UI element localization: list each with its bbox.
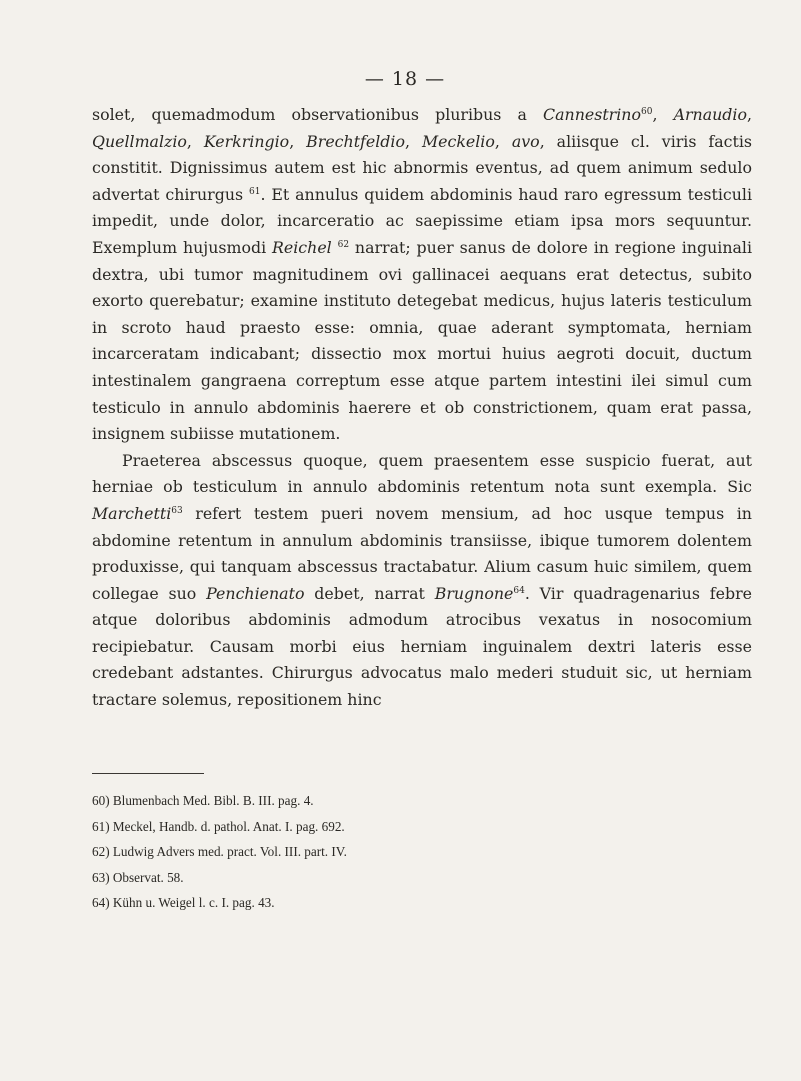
cited-author-name: Kerkringio — [203, 131, 290, 151]
text-run: . Et annulus quidem abdominis haud raro egressum testiculi impedit, unde dolor, incarceratio ac saepissime etiam ipsa mors sequuntur. Exemplum hujusmodi — [92, 184, 752, 257]
footnote-62: 62) Ludwig Advers med. pract. Vol. III. part. IV. — [92, 844, 347, 859]
text-run: debet, narrat — [304, 583, 435, 603]
footnote-64: 64) Kühn u. Weigel l. c. I. pag. 43. — [92, 895, 275, 910]
cited-author-name: Brugnone — [434, 583, 514, 603]
cited-author-name: Meckelio — [421, 131, 495, 151]
cited-author-name: Reichel — [272, 237, 332, 257]
cited-author-name: Marchetti — [92, 503, 172, 523]
footnote-ref-60: 60 — [640, 107, 653, 117]
text-run: . Vir quadragenarius febre atque doloribus abdominis admodum atrocibus vexatus in nosocomium recipiebatur. Causam morbi eius herniam inguinalem dextri lateris esse credebant adstantes. Chirurgus advocatus malo mederi studuit sic, ut herniam tractare solemus, repositionem hinc — [92, 583, 752, 710]
text-run: , aliisque cl. viris factis constitit. Dignissimus autem est hic abnormis eventus, ad quem animum sedulo advertat chirurgus — [92, 131, 753, 204]
text-run: Praeterea abscessus quoque, quem praesentem esse suspicio fuerat, aut herniae ob testiculum in annulo abdominis retentum nota sunt exempla. Sic — [92, 450, 752, 497]
text-run: , — [186, 131, 204, 151]
footnotes — [92, 788, 652, 916]
cited-author-name: Quellmalzio — [92, 131, 187, 151]
text-run: , — [652, 105, 674, 124]
text-run: , — [404, 131, 422, 151]
footnote-ref-63: 63 — [171, 505, 183, 516]
footnote-ref-62: 62 — [337, 239, 350, 250]
cited-author-name: Arnaudio — [673, 105, 747, 124]
footnote-63: 63) Observat. 58. — [92, 869, 184, 885]
footnote-61: 61) Meckel, Handb. d. pathol. Anat. I. pag. 692. — [92, 818, 345, 834]
cited-author-name: Cannestrino — [543, 105, 641, 124]
footnote-60: 60) Blumenbach Med. Bibl. B. III. pag. 4. — [92, 793, 314, 808]
footnote-ref-61: 61 — [249, 186, 261, 197]
text-run: , — [289, 131, 307, 151]
text-run: refert testem pueri novem mensium, ad hoc usque tempus in abdomine retentum in annulum abdominis transiisse, ibique tumorem dolentem produxisse, qui tanquam abscessus tractabatur. Alium casum huic similem, quem collegae suo — [92, 503, 752, 603]
page-number: — 18 — — [364, 68, 446, 90]
paragraph-1 — [92, 102, 752, 448]
cited-author-name: Penchienato — [206, 583, 305, 603]
footnote-ref-64: 64 — [513, 585, 525, 596]
cited-author-name: Brechtfeldio — [306, 131, 405, 151]
footnote-separator — [92, 773, 204, 774]
cited-author-name: avo — [511, 131, 540, 151]
body-text — [92, 102, 752, 714]
text-run: solet, quemadmodum observationibus pluribus a — [92, 105, 544, 124]
paragraph-2 — [92, 448, 752, 714]
text-run: , — [494, 131, 512, 151]
text-run: , — [746, 105, 752, 124]
text-run: narrat; puer sanus de dolore in regione inguinali dextra, ubi tumor magnitudinem ovi gallinacei aequans erat detectus, subito exorto querebatur; examine instituto detegebat medicus, hujus lateris testiculum in scroto haud praesto esse: omnia, quae aderant symptomata, herniam incarceratam indicabant; dissectio mox mortui huius aegroti docuit, ductum intestinalem gangraena correptum esse atque partem intestini ilei simul cum testiculo in annulo abdominis haerere et ob constrictionem, quam erat passa, insignem subiisse mutationem. — [92, 237, 753, 444]
